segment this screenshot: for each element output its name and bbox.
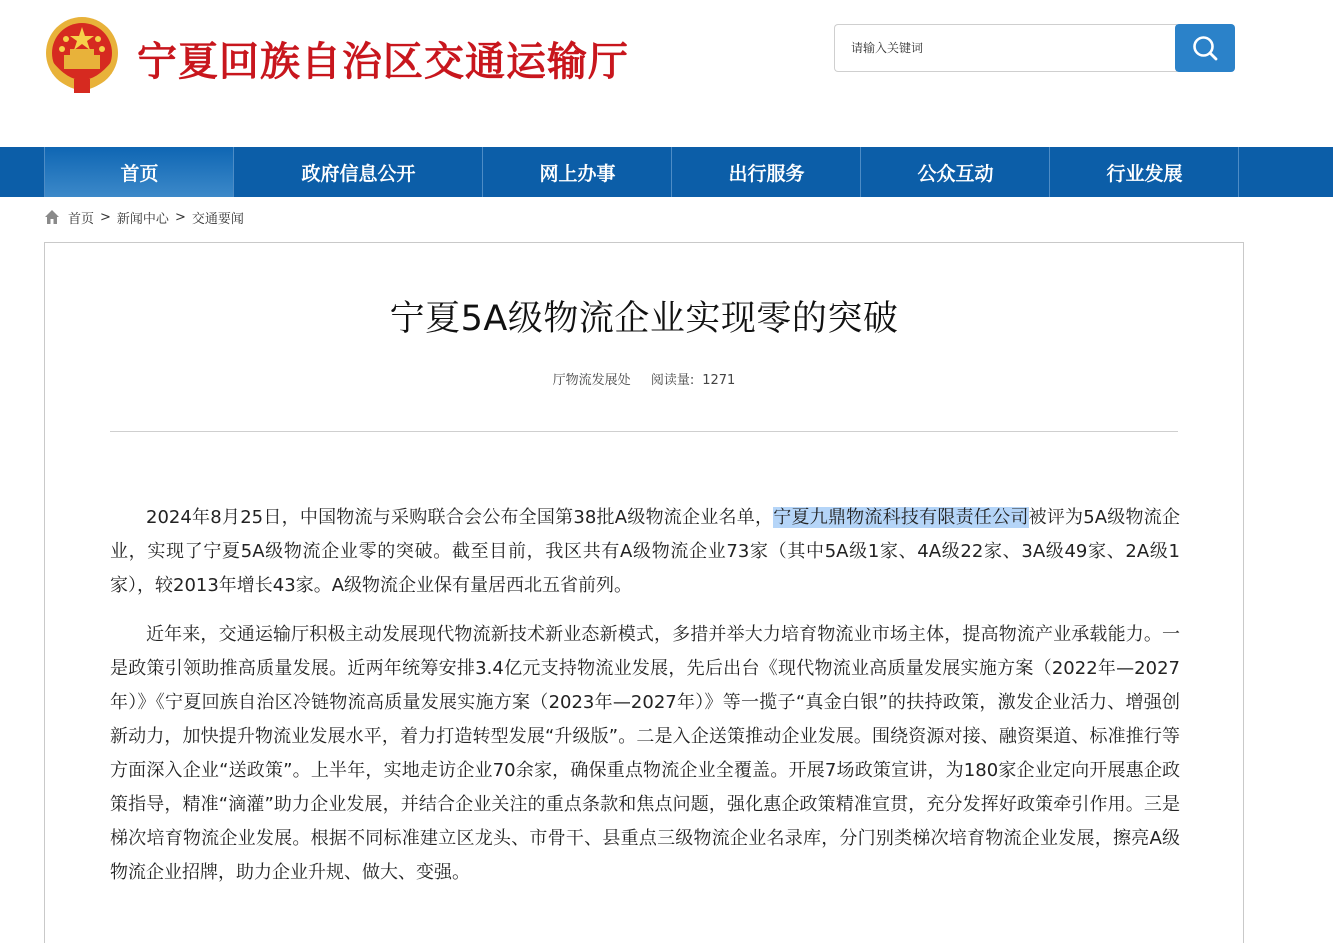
site-header xyxy=(0,0,1333,147)
breadcrumb-traffic-news[interactable]: 交通要闻 xyxy=(191,211,244,227)
site-title[interactable]: 宁夏回族自治区交通运输厅 xyxy=(137,38,629,85)
breadcrumb-separator: > xyxy=(174,209,186,225)
article-meta xyxy=(45,369,1243,388)
article-paragraph: 近年来，交通运输厅积极主动发展现代物流新技术新业态新模式，多措并举大力培育物流业市场主体，提高物流产业承载能力。一是政策引领助推高质量发展。近两年统筹安排3.4亿元支持物流业发展，先后出台《现代物流业高质量发展实施方案（2022年—2027年）》《宁夏回族自治区冷链物流高质量发展实施方案（2023年—2027年）》等一揽子“真金白银”的扶持政策，激发企业活力、增强创新动力，加快提升物流业发展水平，着力打造转型发展“升级版”。二是入企送策推动企业发展。围绕资源对接、融资渠道、标准推行等方面深入企业“送政策”。上半年，实地走访企业70余家，确保重点物流企业全覆盖。开展7场政策宣讲，为180家企业定向开展惠企政策指导，精准“滴灌”助力企业发展，并结合企业关注的重点条款和焦点问题，强化惠企政策精准宣贯，充分发挥好政策牵引作用。三是梯次培育物流企业发展。根据不同标准建立区龙头、市骨干、县重点三级物流企业名录库，分门别类梯次培育物流企业发展，擦亮A级物流企业招牌，助力企业升规、做大、变强。 xyxy=(110,624,1180,883)
highlighted-company: 宁夏九鼎物流科技有限责任公司 xyxy=(773,507,1029,528)
breadcrumb xyxy=(44,206,244,228)
nav-divider xyxy=(1238,147,1239,197)
views-label: 阅读量: xyxy=(650,373,695,388)
nav-item-online-services[interactable]: 网上办事 xyxy=(482,147,672,197)
nav-item-public-interaction[interactable]: 公众互动 xyxy=(860,147,1050,197)
main-nav xyxy=(0,147,1333,197)
breadcrumb-news-center[interactable]: 新闻中心 xyxy=(116,211,169,227)
search-input[interactable] xyxy=(834,24,1177,72)
logo[interactable] xyxy=(44,15,120,95)
search-icon xyxy=(1191,34,1219,62)
article-source: 厅物流发展处 xyxy=(552,373,631,388)
article-body xyxy=(110,501,1180,905)
nav-item-industry-development[interactable]: 行业发展 xyxy=(1049,147,1239,197)
paragraph-text: 2024年8月25日，中国物流与采购联合会公布全国第38批A级物流企业名单， xyxy=(146,507,774,528)
nav-item-gov-info[interactable]: 政府信息公开 xyxy=(233,147,483,197)
views-count: 1271 xyxy=(702,373,736,388)
title-divider xyxy=(110,431,1178,432)
search-button[interactable] xyxy=(1175,24,1235,72)
nav-item-home[interactable]: 首页 xyxy=(44,147,234,197)
nav-item-travel-services[interactable]: 出行服务 xyxy=(671,147,861,197)
breadcrumb-separator: > xyxy=(100,209,111,225)
national-emblem-icon xyxy=(44,15,120,95)
article-title: 宁夏5A级物流企业实现零的突破 xyxy=(389,299,899,339)
breadcrumb-home[interactable]: 首页 xyxy=(68,211,95,227)
article-panel xyxy=(44,242,1244,943)
paragraph-text: 被评为5A级物流企业，实现了宁夏5A级物流企业零的突破。截至目前，我区共有A级物流企业73家（其中5A级1家、4A级22家、3A级49家、2A级1家），较2013年增长43家。A级物流企业保有量居西北五省前列。 xyxy=(110,507,1181,596)
article-paragraph xyxy=(110,501,1180,603)
home-icon xyxy=(44,209,60,225)
